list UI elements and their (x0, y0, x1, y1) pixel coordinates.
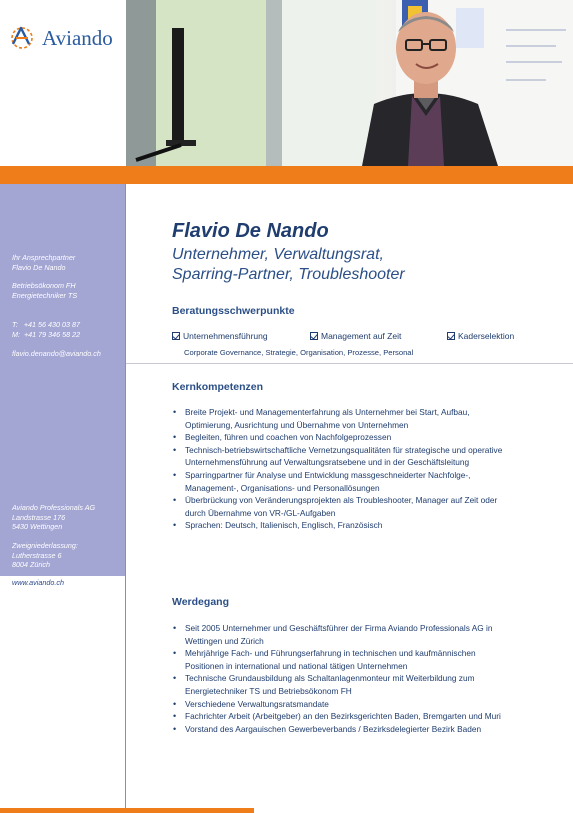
address-line: Lutherstrasse 6 (12, 550, 62, 560)
list-item: • Technisch-betriebswirtschaftliche Vernetzungsqualitäten für strategische und operative Unternehmensführung auf Verwaltungsratsebene und in der Geschäftsleitung (172, 444, 542, 469)
portrait-illustration (126, 0, 573, 166)
qualification-line: Energietechniker TS (12, 290, 78, 300)
check-label: Kaderselektion (458, 331, 515, 341)
checkbox-icon (310, 332, 318, 340)
brand-name: Aviando (42, 26, 113, 50)
branch-address (12, 541, 124, 570)
address-line: 5430 Wettingen (12, 522, 63, 532)
company-address (12, 503, 124, 532)
list-item: • Begleiten, führen und coachen von Nachfolgeprozessen (172, 431, 542, 444)
address-line: Aviando Professionals AG (12, 503, 96, 512)
contact-line: Ihr Ansprechpartner (12, 253, 76, 262)
competencies-list (172, 406, 542, 532)
sidebar-divider (125, 184, 126, 813)
portrait-photo (126, 0, 573, 166)
email-link[interactable]: flavio.denando@aviando.ch (12, 349, 101, 358)
checkbox-icon (447, 332, 455, 340)
qualifications (12, 281, 124, 300)
check-item (310, 331, 401, 341)
website-link[interactable]: www.aviando.ch (12, 578, 64, 587)
consulting-note: Corporate Governance, Strategie, Organisation, Prozesse, Personal (184, 348, 414, 357)
qualification-line: Betriebsökonom FH (12, 281, 76, 290)
phone-line: M: +41 79 346 58 22 (12, 329, 81, 339)
check-label: Unternehmensführung (183, 331, 268, 341)
list-item: • Sparringpartner für Analyse und Entwicklung massgeschneiderter Nachfolge-, Management-, Organisations- und Personallösungen (172, 469, 542, 494)
list-item: • Sprachen: Deutsch, Italienisch, Englisch, Französisch (172, 519, 542, 532)
list-item: • Technische Grundausbildung als Schaltanlagenmonteur mit Weiterbildung zum Energietechniker TS und Betriebsökonom FH (172, 672, 542, 697)
list-item: • Fachrichter Arbeit (Arbeitgeber) an den Bezirksgerichten Baden, Bremgarten und Muri (172, 710, 542, 723)
list-item: • Mehrjährige Fach- und Führungserfahrung in technischen und kaufmännischen Positionen in international und national tätigen Unternehmen (172, 647, 542, 672)
header-accent-bar (0, 166, 573, 184)
page-header (0, 0, 573, 166)
contact-line: Flavio De Nando (12, 262, 66, 272)
person-roles (172, 245, 562, 285)
check-item (447, 331, 514, 341)
address-line: Zweigniederlassung: (12, 541, 78, 550)
list-item: • Vorstand des Aargauischen Gewerbeverbands / Bezirksdelegierter Bezirk Baden (172, 723, 542, 736)
section-divider (126, 363, 573, 364)
phone-line: T: +41 56 430 03 87 (12, 320, 80, 329)
role-line: Unternehmer, Verwaltungsrat, (172, 246, 384, 263)
consulting-checklist (172, 331, 552, 345)
list-item: • Breite Projekt- und Managementerfahrung als Unternehmer bei Start, Aufbau, Optimierung, Ausrichtung und Übernahme von Unternehmen (172, 406, 542, 431)
checkbox-icon (172, 332, 180, 340)
competencies-title: Kernkompetenzen (172, 381, 264, 393)
role-line: Sparring-Partner, Troubleshooter (172, 266, 405, 283)
career-list (172, 622, 542, 735)
contact-person (12, 253, 124, 272)
check-item (172, 331, 268, 341)
footer-accent-bar (0, 808, 254, 813)
career-title: Werdegang (172, 596, 229, 608)
phone-numbers (12, 320, 124, 339)
person-name: Flavio De Nando (172, 220, 329, 242)
aviando-logo-icon (6, 22, 38, 52)
list-item: • Verschiedene Verwaltungsratsmandate (172, 698, 542, 711)
list-item: • Überbrückung von Veränderungsprojekten als Troubleshooter, Manager auf Zeit oder durch Übernahme von VR-/GL-Aufgaben (172, 494, 542, 519)
aviando-logo (6, 22, 126, 56)
check-label: Management auf Zeit (321, 331, 402, 341)
consulting-title: Beratungsschwerpunkte (172, 305, 295, 317)
address-line: Landstrasse 176 (12, 512, 66, 522)
list-item: • Seit 2005 Unternehmer und Geschäftsführer der Firma Aviando Professionals AG in Wettingen und Zürich (172, 622, 542, 647)
address-line: 8004 Zürich (12, 560, 50, 570)
